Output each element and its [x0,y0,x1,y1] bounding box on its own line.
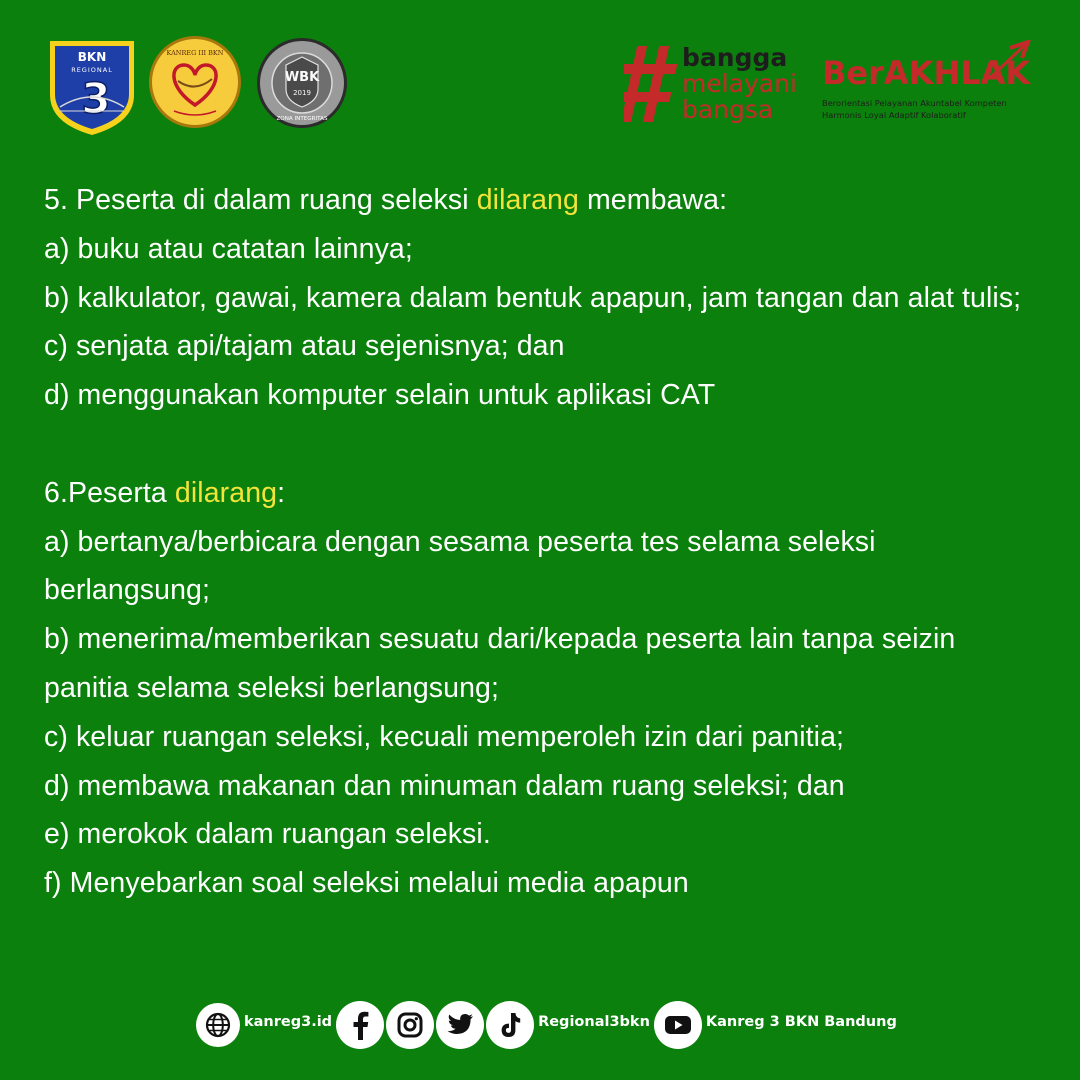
berakhlak-title: BerAKHLAK [822,54,1031,92]
tiktok-icon[interactable] [486,1001,534,1049]
bangga-text: bangga [682,43,788,72]
section-5-item-d: d) menggunakan komputer selain untuk aplikasi CAT [44,379,716,412]
berakhlak-logo [822,40,1042,124]
dilarang-highlight: dilarang [476,184,579,216]
bkn-logo-number: 3 [81,74,111,123]
bkn-regional-3-logo [46,37,138,137]
section-6-heading: 6.Peserta dilarang: [44,476,286,509]
youtube-channel-link[interactable]: Kanreg 3 BKN Bandung [705,1014,897,1030]
twitter-icon[interactable] [436,1001,484,1049]
facebook-icon[interactable] [336,1001,384,1049]
section-5-item-c: c) senjata api/tajam atau sejenisnya; dan [44,330,565,363]
bkn-logo-regional: REGIONAL [71,66,113,74]
social-footer [196,1000,901,1050]
wbk-logo-bottom-text: ZONA INTEGRITAS [276,116,328,122]
wbk-logo-text: WBK [284,70,320,85]
dilarang-highlight: dilarang [174,476,278,509]
section-5-item-a: a) buku atau catatan lainnya; [44,232,413,265]
rules-content [44,176,1044,908]
section-6-item-a: a) bertanya/berbicara dengan sesama peserta tes selama seleksi berlangsung; [44,525,876,607]
bangsa-text: bangsa [682,95,774,124]
youtube-icon[interactable] [654,1001,702,1049]
section-6-item-d: d) membawa makanan dan minuman dalam ruang seleksi; dan [44,769,845,802]
website-link[interactable]: kanreg3.id [244,1014,333,1030]
section-5-item-b: b) kalkulator, gawai, kamera dalam bentuk apapun, jam tangan dan alat tulis; [44,281,1022,314]
bkn-logo-text: BKN [77,50,107,64]
kanreg-logo-text: KANREG III BKN [166,49,224,57]
wbk-zona-integritas-logo [256,37,348,129]
section-6-item-f: f) Menyebarkan soal seleksi melalui media apapun [44,867,689,900]
wbk-logo-year: 2019 [293,89,311,97]
melayani-text: melayani [682,69,797,98]
section-6-item-e: e) merokok dalam ruangan seleksi. [44,818,491,851]
instagram-icon[interactable] [386,1001,434,1049]
section-6-item-c: c) keluar ruangan seleksi, kecuali memperoleh izin dari panitia; [44,720,845,753]
section-5-heading: 5. Peserta di dalam ruang seleksi dilarang membawa: [44,184,728,216]
bangga-melayani-bangsa-logo [624,42,814,124]
social-handle-text[interactable]: Regional3bkn [538,1014,650,1030]
globe-icon[interactable] [196,1003,240,1047]
berakhlak-tagline-1: Berorientasi Pelayanan Akuntabel Kompeten [822,98,1007,108]
section-6-item-b: b) menerima/memberikan sesuatu dari/kepada peserta lain tanpa seizin panitia selama seleksi berlangsung; [44,623,956,704]
kanreg-logo [148,35,242,129]
berakhlak-tagline-2: Harmonis Loyal Adaptif Kolaboratif [822,110,966,120]
